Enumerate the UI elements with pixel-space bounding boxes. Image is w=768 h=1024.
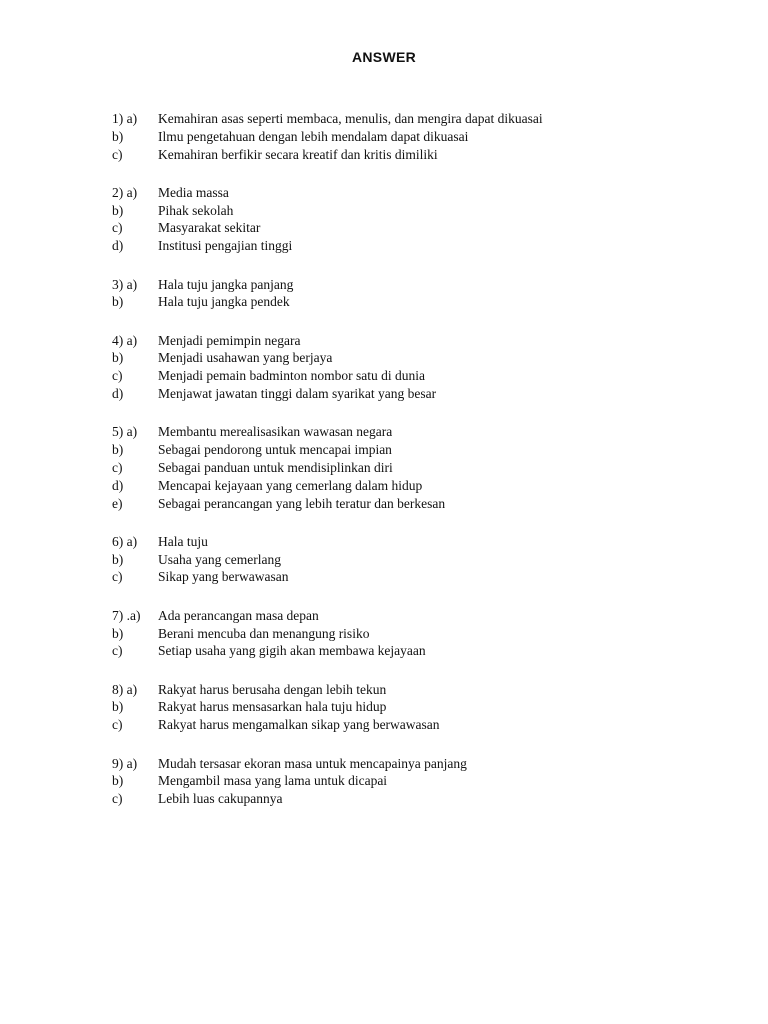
answer-label: 2) a) <box>112 184 138 200</box>
answer-row <box>112 202 732 220</box>
answer-row <box>112 607 732 625</box>
answer-row <box>112 293 732 311</box>
answer-label: c) <box>112 220 123 236</box>
answer-group-4 <box>112 332 732 403</box>
answer-row <box>112 755 732 773</box>
answer-row <box>112 477 732 495</box>
answer-row <box>112 349 732 367</box>
answer-label: 1) a) <box>112 111 138 126</box>
answer-group-7 <box>112 607 732 660</box>
answer-label: b) <box>112 773 124 789</box>
answer-text: Hala tuju jangka panjang <box>158 276 294 292</box>
answer-group-8 <box>112 681 732 734</box>
answer-text: Lebih luas cakupannya <box>158 791 283 807</box>
answer-text: Menjadi pemimpin negara <box>158 332 301 348</box>
answer-label: b) <box>112 625 124 641</box>
answer-row <box>112 625 732 643</box>
answer-list <box>112 110 732 828</box>
answer-label: b) <box>112 294 124 310</box>
answer-row <box>112 772 732 790</box>
answer-row <box>112 642 732 660</box>
answer-text: Usaha yang cemerlang <box>158 551 281 567</box>
answer-text: Sebagai perancangan yang lebih teratur dan berkesan <box>158 495 446 511</box>
answer-row <box>112 184 732 202</box>
answer-row <box>112 716 732 734</box>
page-title: ANSWER <box>351 49 417 65</box>
answer-row <box>112 276 732 294</box>
answer-label: 6) a) <box>112 533 138 549</box>
answer-text: Hala tuju <box>158 533 208 549</box>
answer-row <box>112 568 732 586</box>
answer-row <box>112 551 732 569</box>
answer-group-5 <box>112 423 732 512</box>
answer-text: Masyarakat sekitar <box>158 220 261 236</box>
answer-row <box>112 698 732 716</box>
answer-label: e) <box>112 495 123 511</box>
answer-group-2 <box>112 184 732 255</box>
answer-row <box>112 495 732 513</box>
answer-row <box>112 237 732 255</box>
answer-label: d) <box>112 238 124 254</box>
answer-text: Membantu merealisasikan wawasan negara <box>158 424 393 440</box>
answer-text: Institusi pengajian tinggi <box>158 238 293 254</box>
answer-label: c) <box>112 569 123 585</box>
answer-label: c) <box>112 146 123 162</box>
answer-row <box>112 533 732 551</box>
answer-text: Kemahiran berfikir secara kreatif dan kritis dimiliki <box>158 146 438 162</box>
answer-label: b) <box>112 350 124 366</box>
answer-label: c) <box>112 643 123 659</box>
answer-row <box>112 681 732 699</box>
answer-text: Mudah tersasar ekoran masa untuk mencapainya panjang <box>158 755 467 771</box>
answer-group-3 <box>112 276 732 312</box>
answer-row <box>112 441 732 459</box>
answer-text: Pihak sekolah <box>158 202 234 218</box>
answer-text: Setiap usaha yang gigih akan membawa kejayaan <box>158 643 426 659</box>
answer-text: Rakyat harus berusaha dengan lebih tekun <box>158 681 387 697</box>
answer-label: c) <box>112 791 123 807</box>
answer-label: b) <box>112 442 124 458</box>
answer-text: Menjawat jawatan tinggi dalam syarikat yang besar <box>158 386 437 402</box>
answer-row <box>112 110 732 128</box>
answer-row <box>112 219 732 237</box>
answer-label: 7) .a) <box>112 607 141 623</box>
answer-row <box>112 128 732 146</box>
answer-text: Sikap yang berwawasan <box>158 569 289 585</box>
answer-label: b) <box>112 202 124 218</box>
answer-label: 4) a) <box>112 332 138 348</box>
answer-text: Ada perancangan masa depan <box>158 607 319 623</box>
answer-text: Menjadi usahawan yang berjaya <box>158 350 333 366</box>
answer-group-9 <box>112 755 732 808</box>
answer-text: Mengambil masa yang lama untuk dicapai <box>158 773 388 789</box>
answer-row <box>112 146 732 164</box>
answer-text: Sebagai pendorong untuk mencapai impian <box>158 442 392 458</box>
answer-text: Rakyat harus mensasarkan hala tuju hidup <box>158 699 387 715</box>
answer-text: Kemahiran asas seperti membaca, menulis, dan mengira dapat dikuasai <box>158 111 543 126</box>
answer-label: 9) a) <box>112 755 138 771</box>
answer-label: b) <box>112 699 124 715</box>
answer-label: c) <box>112 368 123 384</box>
answer-row <box>112 790 732 808</box>
answer-text: Mencapai kejayaan yang cemerlang dalam hidup <box>158 477 423 493</box>
answer-row <box>112 367 732 385</box>
answer-text: Menjadi pemain badminton nombor satu di dunia <box>158 368 425 384</box>
answer-text: Berani mencuba dan menangung risiko <box>158 625 370 641</box>
answer-label: d) <box>112 477 124 493</box>
answer-label: c) <box>112 717 123 733</box>
answer-row <box>112 385 732 403</box>
answer-group-1 <box>112 110 732 163</box>
answer-label: 5) a) <box>112 424 138 440</box>
answer-text: Sebagai panduan untuk mendisiplinkan diri <box>158 459 393 475</box>
answer-label: 8) a) <box>112 681 138 697</box>
answer-label: b) <box>112 551 124 567</box>
answer-group-6 <box>112 533 732 586</box>
answer-text: Rakyat harus mengamalkan sikap yang berwawasan <box>158 717 440 733</box>
answer-text: Media massa <box>158 184 229 200</box>
answer-label: c) <box>112 459 123 475</box>
answer-label: d) <box>112 386 124 402</box>
answer-row <box>112 423 732 441</box>
answer-text: Hala tuju jangka pendek <box>158 294 290 310</box>
answer-row <box>112 459 732 477</box>
answer-label: 3) a) <box>112 276 138 292</box>
answer-label: b) <box>112 128 124 144</box>
answer-row <box>112 332 732 350</box>
answer-text: Ilmu pengetahuan dengan lebih mendalam dapat dikuasai <box>158 128 469 144</box>
